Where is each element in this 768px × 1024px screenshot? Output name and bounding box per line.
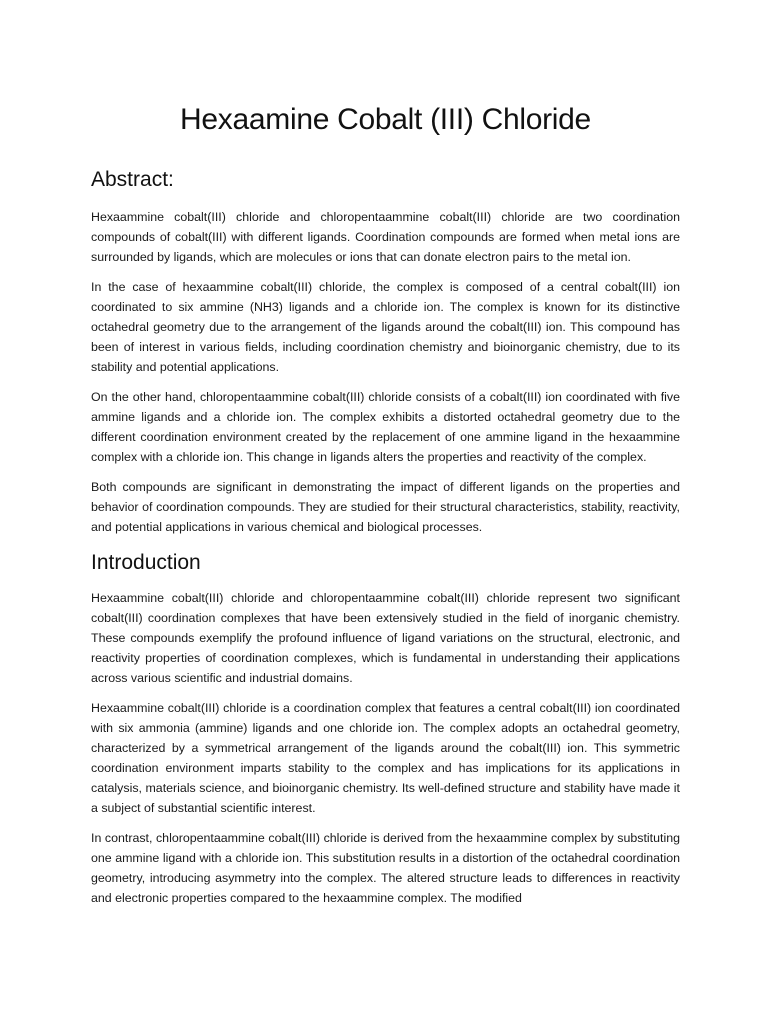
abstract-paragraph-1: Hexaammine cobalt(III) chloride and chloropentaammine cobalt(III) chloride are two coordination compounds of cobalt(III) with different ligands. Coordination compounds are formed when metal ions are surrounded by ligands, which are molecules or ions that can donate electron pairs to the metal ion.: [91, 210, 680, 264]
introduction-heading: Introduction: [91, 551, 201, 574]
introduction-paragraph-3: In contrast, chloropentaammine cobalt(III) chloride is derived from the hexaammine complex by substituting one ammine ligand with a chloride ion. This substitution results in a distortion of the octahedral coordination geometry, introducing asymmetry into the complex. The altered structure leads to differences in reactivity and electronic properties compared to the hexaammine complex. The modified: [91, 831, 680, 905]
introduction-paragraph-2: Hexaammine cobalt(III) chloride is a coordination complex that features a central cobalt(III) ion coordinated with six ammonia (ammine) ligands and one chloride ion. The complex adopts an octahedral geometry, characterized by a symmetrical arrangement of the ligands around the cobalt(III) ion. This symmetric coordination environment imparts stability to the complex and has implications for its applications in catalysis, materials science, and bioinorganic chemistry. Its well-defined structure and stability have made it a subject of substantial scientific interest.: [91, 701, 680, 815]
abstract-paragraph-4: Both compounds are significant in demonstrating the impact of different ligands on the properties and behavior of coordination compounds. They are studied for their structural characteristics, stability, reactivity, and potential applications in various chemical and biological processes.: [91, 480, 680, 534]
introduction-paragraph-1: Hexaammine cobalt(III) chloride and chloropentaammine cobalt(III) chloride represent two significant cobalt(III) coordination complexes that have been extensively studied in the field of inorganic chemistry. These compounds exemplify the profound influence of ligand variations on the structural, electronic, and reactivity properties of coordination complexes, which is fundamental in understanding their applications across various scientific and industrial domains.: [91, 591, 680, 685]
abstract-heading: Abstract:: [91, 168, 174, 191]
abstract-paragraph-3: On the other hand, chloropentaammine cobalt(III) chloride consists of a cobalt(III) ion coordinated with five ammine ligands and a chloride ion. The complex exhibits a distorted octahedral geometry due to the different coordination environment created by the replacement of one ammine ligand in the hexaammine complex with a chloride ion. This change in ligands alters the properties and reactivity of the complex.: [91, 390, 680, 464]
abstract-paragraph-2: In the case of hexaammine cobalt(III) chloride, the complex is composed of a central cobalt(III) ion coordinated to six ammine (NH3) ligands and a chloride ion. The complex is known for its distinctive octahedral geometry due to the arrangement of the ligands around the cobalt(III) ion. This compound has been of interest in various fields, including coordination chemistry and bioinorganic chemistry, due to its stability and potential applications.: [91, 280, 680, 374]
document-title: Hexaamine Cobalt (III) Chloride: [180, 103, 591, 136]
